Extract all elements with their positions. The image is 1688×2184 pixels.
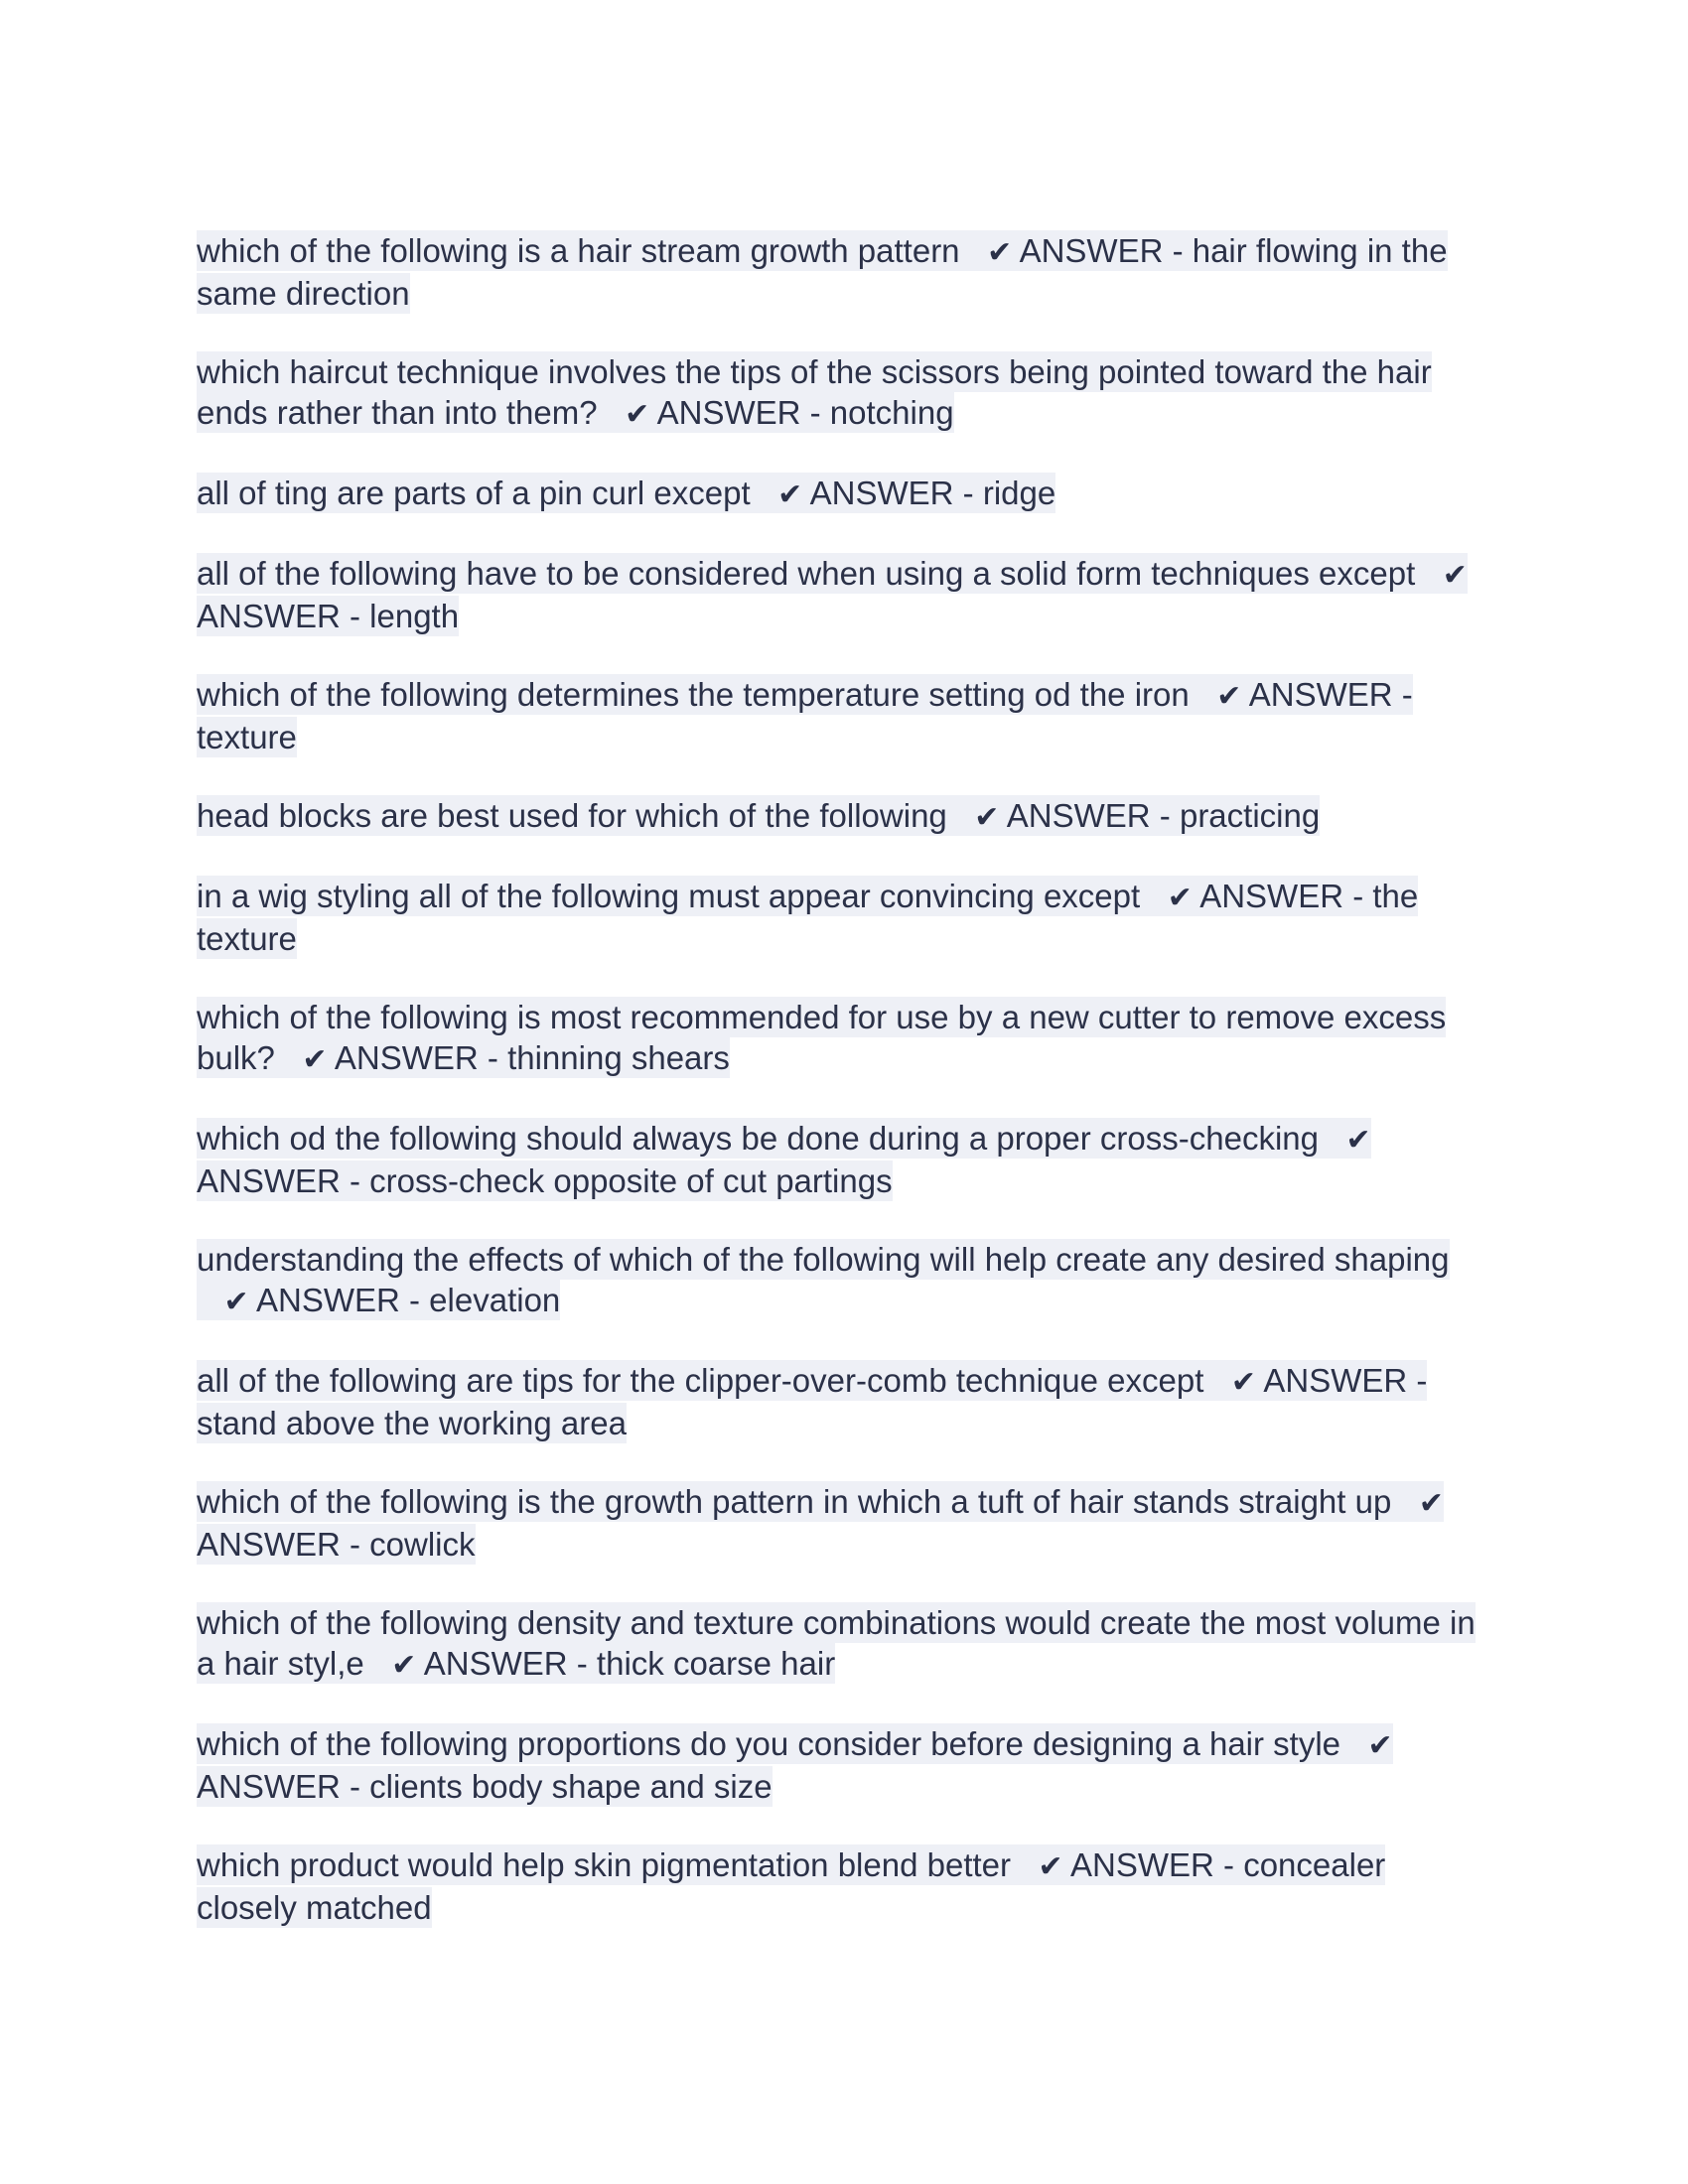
qa-item [197,1360,1487,1443]
check-icon: ✔ [1367,1728,1393,1763]
answer-text: ANSWER - elevation [256,1282,561,1318]
qa-item [197,473,1487,515]
check-icon: ✔ [1038,1849,1063,1884]
check-icon: ✔ [1345,1123,1371,1158]
qa-item [197,1239,1487,1322]
question-text: which product would help skin pigmentation blend better [197,1846,1012,1883]
check-icon: ✔ [625,397,650,432]
qa-item [197,674,1487,757]
check-icon: ✔ [1167,881,1193,915]
qa-list [197,230,1487,1966]
answer-text: ANSWER - concealer closely matched [197,1846,1386,1926]
qa-item [197,876,1487,959]
answer-text: ANSWER - the texture [197,878,1419,957]
qa-item [197,997,1487,1080]
question-text: which of the following is most recommended for use by a new cutter to remove excess bulk? [197,999,1447,1076]
question-text: which of the following is the growth pattern in which a tuft of hair stands straight up [197,1483,1392,1520]
check-icon: ✔ [1230,1365,1257,1400]
question-text: which of the following proportions do you consider before designing a hair style [197,1725,1341,1762]
answer-text: ANSWER - clients body shape and size [197,1768,773,1805]
question-text: all of the following have to be considered when using a solid form techniques except [197,555,1416,592]
question-text: head blocks are best used for which of the following [197,797,947,834]
answer-text: ANSWER - practicing [1006,797,1321,834]
question-text: which haircut technique involves the tips of the scissors being pointed toward the hair ends rather than into them? [197,353,1432,431]
question-text: which of the following determines the temperature setting od the iron [197,676,1190,713]
qa-item [197,230,1487,314]
question-text: which of the following is a hair stream growth pattern [197,232,960,269]
qa-item [197,553,1487,636]
answer-text: ANSWER - stand above the working area [197,1362,1428,1441]
qa-item [197,1481,1487,1565]
answer-text: ANSWER - cross-check opposite of cut partings [197,1162,893,1199]
check-icon: ✔ [777,478,803,512]
check-icon: ✔ [223,1285,249,1319]
qa-item [197,1723,1487,1807]
check-icon: ✔ [1442,558,1468,593]
check-icon: ✔ [1216,679,1242,714]
question-text: in a wig styling all of the following must appear convincing except [197,878,1141,914]
question-text: all of ting are parts of a pin curl except [197,475,751,511]
qa-item [197,1118,1487,1201]
question-text: understanding the effects of which of the following will help create any desired shaping [197,1241,1450,1278]
check-icon: ✔ [302,1042,328,1077]
qa-item [197,1602,1487,1686]
check-icon: ✔ [391,1648,417,1683]
qa-item [197,795,1487,838]
qa-item [197,1844,1487,1928]
answer-text: ANSWER - ridge [809,475,1056,511]
answer-text: ANSWER - cowlick [197,1526,476,1563]
answer-text: ANSWER - thick coarse hair [423,1645,836,1682]
question-text: all of the following are tips for the clipper-over-comb technique except [197,1362,1204,1399]
question-text: which of the following density and texture combinations would create the most volume in a hair styl,e [197,1604,1476,1682]
answer-text: ANSWER - notching [656,394,954,431]
answer-text: ANSWER - thinning shears [334,1039,730,1076]
answer-text: ANSWER - texture [197,676,1413,755]
check-icon: ✔ [1418,1486,1444,1521]
check-icon: ✔ [987,235,1013,270]
check-icon: ✔ [974,800,1000,835]
question-text: which od the following should always be done during a proper cross-checking [197,1120,1319,1157]
qa-item [197,351,1487,435]
answer-text: ANSWER - hair flowing in the same direction [197,232,1448,312]
answer-text: ANSWER - length [197,598,460,634]
